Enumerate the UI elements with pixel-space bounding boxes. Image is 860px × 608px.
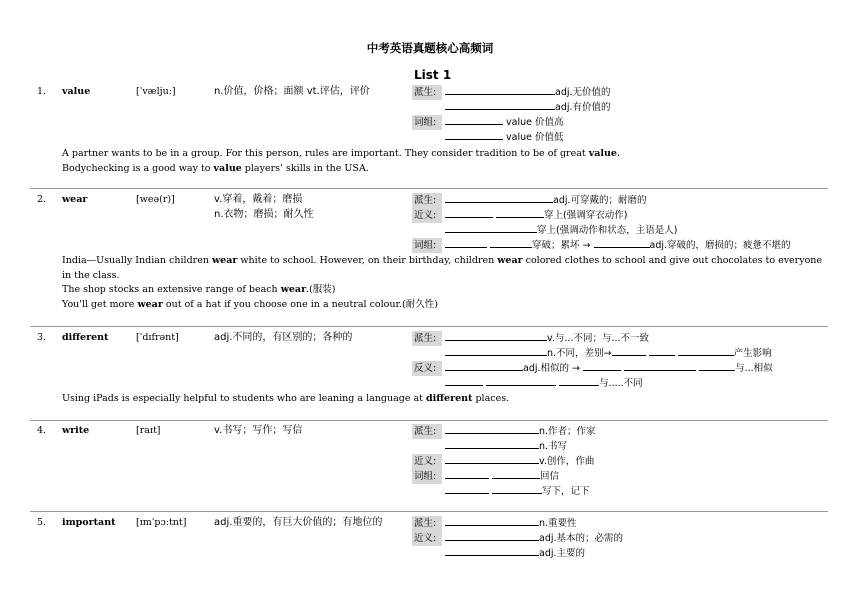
exercise-line bbox=[412, 453, 596, 468]
exercise-text: value 价值低 bbox=[503, 132, 564, 143]
sentence-text: Using iPads is especially helpful to students who are leaning a language at bbox=[62, 393, 426, 404]
highlighted-word: wear bbox=[211, 255, 238, 266]
entry-phonetic: [ˈvæljuː] bbox=[136, 86, 176, 97]
example-sentence bbox=[62, 392, 827, 407]
fill-blank[interactable] bbox=[612, 345, 646, 356]
meaning-line: n.价值，价格；面额 vt.评估，评价 bbox=[214, 86, 370, 97]
fill-blank[interactable] bbox=[486, 375, 556, 386]
sentence-text: . bbox=[616, 148, 620, 159]
fill-blank[interactable] bbox=[445, 468, 489, 479]
fill-blank[interactable] bbox=[445, 222, 537, 233]
exercise-line bbox=[412, 129, 611, 144]
exercise-line bbox=[412, 330, 773, 345]
fill-blank[interactable] bbox=[445, 483, 489, 494]
exercise-label: 派生: bbox=[412, 85, 442, 100]
example-sentence bbox=[62, 283, 827, 298]
fill-blank[interactable] bbox=[624, 360, 696, 371]
exercise-line bbox=[412, 515, 623, 530]
fill-blank[interactable] bbox=[445, 192, 553, 203]
entry-phonetic: [weə(r)] bbox=[136, 194, 175, 205]
exercise-lines bbox=[412, 423, 596, 498]
exercise-text: 产生影响 bbox=[733, 348, 772, 359]
fill-blank[interactable] bbox=[445, 438, 539, 449]
fill-blank[interactable] bbox=[445, 423, 539, 434]
exercise-label: 词组: bbox=[412, 238, 442, 253]
exercise-label: 词组: bbox=[412, 115, 442, 130]
exercise-lines bbox=[412, 192, 791, 252]
example-sentence bbox=[62, 254, 827, 283]
fill-blank[interactable] bbox=[445, 84, 555, 95]
example-sentence bbox=[62, 162, 827, 177]
entry-divider bbox=[30, 511, 828, 512]
fill-blank[interactable] bbox=[699, 360, 735, 371]
fill-blank[interactable] bbox=[445, 360, 523, 371]
exercise-label: 近义: bbox=[412, 454, 442, 469]
entry-meaning bbox=[214, 84, 370, 99]
exercise-label: 近义: bbox=[412, 531, 442, 546]
exercise-line bbox=[412, 468, 596, 483]
highlighted-word: wear bbox=[137, 298, 163, 310]
meaning-line: v.书写；写作；写信 bbox=[214, 425, 303, 436]
fill-blank[interactable] bbox=[445, 237, 487, 248]
fill-blank[interactable] bbox=[583, 360, 621, 371]
exercise-text: 穿上(强调穿衣动作) bbox=[544, 210, 628, 221]
exercise-line bbox=[412, 237, 791, 252]
meaning-line: v.穿着，戴着；磨损 bbox=[214, 194, 303, 205]
exercise-line bbox=[412, 483, 596, 498]
entry-number: 2. bbox=[37, 194, 47, 205]
sentence-text: The shop stocks an extensive range of beach bbox=[62, 284, 281, 295]
entry-meaning bbox=[214, 515, 382, 530]
meaning-line: adj.重要的，有巨大价值的；有地位的 bbox=[214, 517, 383, 528]
exercise-line bbox=[412, 360, 773, 375]
list-label: List 1 bbox=[414, 68, 452, 82]
fill-blank[interactable] bbox=[594, 237, 650, 248]
fill-blank[interactable] bbox=[445, 99, 555, 110]
fill-blank[interactable] bbox=[492, 483, 542, 494]
exercise-line bbox=[412, 192, 791, 207]
fill-blank[interactable] bbox=[445, 345, 547, 356]
sentence-text: Bodychecking is a good way to bbox=[62, 162, 214, 174]
fill-blank[interactable] bbox=[445, 207, 493, 218]
exercise-text: adj.穿破的，磨损的；疲惫不堪的 bbox=[649, 240, 791, 251]
entry-word: value bbox=[62, 86, 91, 97]
sentence-text: colored clothes to school and give out chocolates to everyone in the class. bbox=[62, 255, 823, 281]
entry-phonetic: [raɪt] bbox=[136, 425, 161, 436]
exercise-text: adj.主要的 bbox=[539, 548, 586, 559]
entry-word: different bbox=[62, 332, 109, 343]
exercise-text: 回信 bbox=[540, 471, 560, 482]
sentence-text: places. bbox=[472, 393, 510, 404]
entry-number: 4. bbox=[37, 425, 47, 436]
entry-word: write bbox=[62, 425, 90, 436]
fill-blank[interactable] bbox=[445, 129, 503, 140]
exercise-label: 近义: bbox=[412, 208, 442, 223]
exercise-text: adj.相似的 → bbox=[523, 363, 584, 374]
sentence-text: You'll get more bbox=[62, 298, 138, 310]
exercise-text: adj.无价值的 bbox=[555, 87, 611, 98]
entry-divider bbox=[30, 326, 828, 327]
fill-blank[interactable] bbox=[649, 345, 675, 356]
exercise-text: n.书写 bbox=[539, 441, 568, 452]
example-sentence bbox=[62, 298, 827, 313]
exercise-text: v.创作，作曲 bbox=[539, 456, 595, 467]
exercise-label: 派生: bbox=[412, 424, 442, 439]
fill-blank[interactable] bbox=[445, 515, 539, 526]
exercise-text: n.作者；作家 bbox=[539, 426, 596, 437]
exercise-line bbox=[412, 84, 611, 99]
highlighted-word: different bbox=[426, 393, 473, 404]
fill-blank[interactable] bbox=[445, 545, 539, 556]
sentence-text: out of a hat if you choose one in a neutral colour.(耐久性) bbox=[162, 298, 438, 310]
sentence-text: white to school. However, on their birthday, children bbox=[237, 255, 498, 266]
entry-number: 1. bbox=[37, 86, 47, 97]
example-sentence bbox=[62, 147, 827, 162]
sentence-text: A partner wants to be in a group. For this person, rules are important. They consider tradition to be of great bbox=[62, 148, 589, 159]
exercise-lines bbox=[412, 84, 611, 144]
fill-blank[interactable] bbox=[445, 114, 503, 125]
page-title: 中考英语真题核心高频词 bbox=[366, 41, 494, 55]
exercise-label: 反义: bbox=[412, 361, 442, 376]
fill-blank[interactable] bbox=[445, 453, 539, 464]
fill-blank[interactable] bbox=[445, 330, 547, 341]
sentence-text: .(服装) bbox=[306, 284, 336, 295]
exercise-label: 派生: bbox=[412, 193, 442, 208]
fill-blank[interactable] bbox=[445, 530, 539, 541]
entry-word: important bbox=[62, 517, 116, 528]
entry-word: wear bbox=[62, 194, 88, 205]
exercise-text: adj.基本的；必需的 bbox=[539, 533, 624, 544]
entry-number: 5. bbox=[37, 517, 47, 528]
exercise-text: 与...相似 bbox=[735, 363, 773, 374]
entry-meaning bbox=[214, 192, 314, 222]
exercise-text: 穿上(强调动作和状态，主语是人) bbox=[537, 225, 678, 236]
entry-phonetic: [ˈdɪfrənt] bbox=[136, 332, 179, 343]
exercise-text: 写下，记下 bbox=[542, 486, 590, 497]
exercise-line bbox=[412, 438, 596, 453]
exercise-text: 穿破；累坏 → bbox=[532, 240, 594, 251]
exercise-line bbox=[412, 545, 623, 560]
exercise-text: v.与...不同；与...不一致 bbox=[547, 333, 650, 344]
highlighted-word: value bbox=[588, 148, 617, 159]
highlighted-word: wear bbox=[280, 284, 307, 295]
fill-blank[interactable] bbox=[490, 237, 532, 248]
example-sentences bbox=[62, 254, 827, 312]
exercise-line bbox=[412, 99, 611, 114]
example-sentences bbox=[62, 147, 827, 176]
exercise-text: adj.可穿戴的；耐磨的 bbox=[553, 195, 647, 206]
highlighted-word: value bbox=[213, 162, 242, 174]
exercise-line bbox=[412, 222, 791, 237]
entry-meaning bbox=[214, 330, 352, 345]
exercise-text: adj.有价值的 bbox=[555, 102, 611, 113]
sentence-text: India—Usually Indian children bbox=[62, 255, 212, 266]
highlighted-word: wear bbox=[497, 255, 523, 266]
exercise-lines bbox=[412, 515, 623, 560]
fill-blank[interactable] bbox=[492, 468, 540, 479]
exercise-line bbox=[412, 423, 596, 438]
exercise-lines bbox=[412, 330, 773, 390]
entry-phonetic: [ɪmˈpɔːtnt] bbox=[136, 517, 187, 528]
exercise-text: value 价值高 bbox=[503, 117, 564, 128]
exercise-line bbox=[412, 530, 623, 545]
meaning-line: adj.不同的，有区别的；各种的 bbox=[214, 332, 353, 343]
exercise-line bbox=[412, 375, 773, 390]
sentence-text: players’ skills in the USA. bbox=[241, 162, 369, 174]
entry-divider bbox=[30, 188, 828, 189]
exercise-line bbox=[412, 345, 773, 360]
fill-blank[interactable] bbox=[496, 207, 544, 218]
fill-blank[interactable] bbox=[559, 375, 599, 386]
fill-blank[interactable] bbox=[678, 345, 734, 356]
exercise-label: 词组: bbox=[412, 469, 442, 484]
exercise-label: 派生: bbox=[412, 331, 442, 346]
exercise-line bbox=[412, 207, 791, 222]
meaning-line: n.衣物；磨损；耐久性 bbox=[214, 209, 314, 220]
entry-number: 3. bbox=[37, 332, 47, 343]
exercise-text: n.不同，差别→ bbox=[547, 348, 612, 359]
exercise-text: n.重要性 bbox=[539, 518, 577, 529]
exercise-text: 与.....不同 bbox=[599, 378, 643, 389]
exercise-label: 派生: bbox=[412, 516, 442, 531]
entry-divider bbox=[30, 420, 828, 421]
example-sentences bbox=[62, 392, 827, 407]
exercise-line bbox=[412, 114, 611, 129]
entry-meaning bbox=[214, 423, 302, 438]
fill-blank[interactable] bbox=[445, 375, 483, 386]
